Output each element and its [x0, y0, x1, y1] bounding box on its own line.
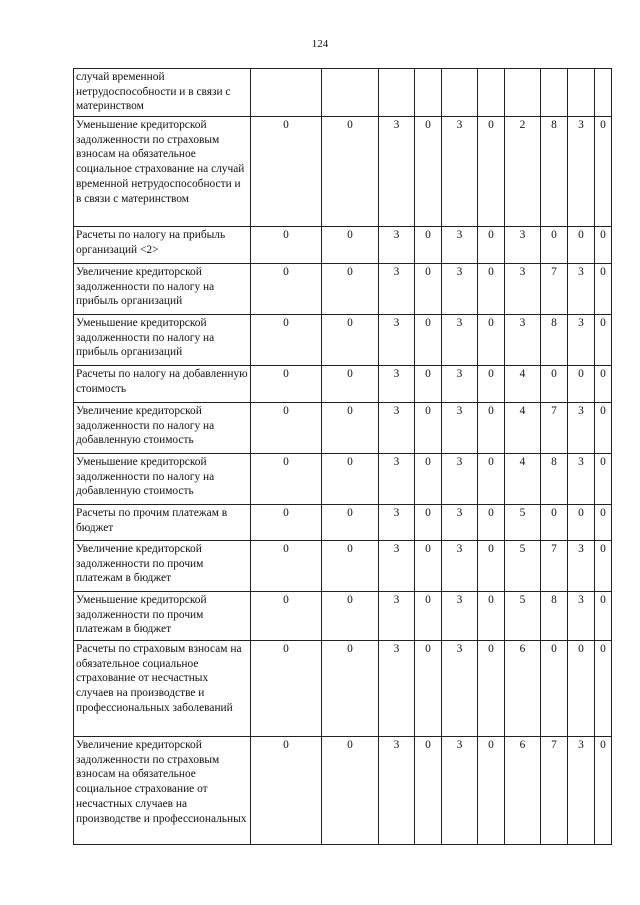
code-digit-cell: 0 [595, 366, 612, 403]
code-digit-cell: 0 [595, 264, 612, 315]
code-digit-cell [442, 69, 478, 117]
code-digit-cell: 2 [505, 117, 541, 227]
code-digit-cell: 4 [505, 454, 541, 505]
code-digit-cell: 3 [442, 117, 478, 227]
table-row [74, 315, 612, 366]
code-digit-cell: 7 [541, 264, 568, 315]
code-digit-cell: 0 [322, 366, 379, 403]
code-digit-cell: 5 [505, 505, 541, 541]
code-digit-cell: 7 [541, 737, 568, 845]
code-digit-cell: 3 [379, 315, 415, 366]
table-row [74, 227, 612, 264]
code-digit-cell: 3 [568, 592, 595, 641]
code-digit-cell: 6 [505, 641, 541, 737]
account-name-cell: Уменьшение кредиторской задолженности по налогу на прибыль организаций [74, 315, 251, 366]
code-digit-cell: 3 [442, 403, 478, 454]
code-digit-cell: 0 [541, 505, 568, 541]
code-digit-cell: 3 [442, 737, 478, 845]
code-digit-cell: 3 [505, 227, 541, 264]
table-row [74, 117, 612, 227]
account-name-cell: Увеличение кредиторской задолженности по прочим платежам в бюджет [74, 541, 251, 592]
code-digit-cell: 0 [322, 403, 379, 454]
code-digit-cell: 3 [442, 227, 478, 264]
code-digit-cell: 0 [251, 366, 322, 403]
code-digit-cell: 3 [442, 454, 478, 505]
table-row [74, 641, 612, 737]
table-row [74, 505, 612, 541]
code-digit-cell: 3 [442, 592, 478, 641]
code-digit-cell: 0 [322, 541, 379, 592]
code-digit-cell: 0 [251, 117, 322, 227]
code-digit-cell: 3 [379, 737, 415, 845]
code-digit-cell: 3 [568, 737, 595, 845]
code-digit-cell: 8 [541, 117, 568, 227]
code-digit-cell: 8 [541, 315, 568, 366]
table-row [74, 541, 612, 592]
code-digit-cell: 3 [442, 366, 478, 403]
code-digit-cell: 0 [415, 117, 442, 227]
code-digit-cell: 0 [415, 366, 442, 403]
code-digit-cell: 0 [478, 454, 505, 505]
account-name-cell: случай временной нетрудоспособности и в связи с материнством [74, 69, 251, 117]
code-digit-cell: 0 [478, 641, 505, 737]
code-digit-cell: 0 [595, 641, 612, 737]
code-digit-cell: 0 [415, 227, 442, 264]
code-digit-cell: 0 [568, 366, 595, 403]
code-digit-cell: 3 [568, 454, 595, 505]
code-digit-cell: 3 [568, 117, 595, 227]
table-row [74, 69, 612, 117]
table-row [74, 366, 612, 403]
code-digit-cell: 0 [322, 264, 379, 315]
account-name-cell: Увеличение кредиторской задолженности по налогу на добавленную стоимость [74, 403, 251, 454]
code-digit-cell [505, 69, 541, 117]
code-digit-cell: 8 [541, 592, 568, 641]
code-digit-cell [379, 69, 415, 117]
code-digit-cell: 0 [415, 592, 442, 641]
account-name-cell: Увеличение кредиторской задолженности по страховым взносам на обязательное социальное страхование от несчастных случаев на производстве и профессиональных [74, 737, 251, 845]
code-digit-cell: 0 [595, 737, 612, 845]
code-digit-cell: 3 [379, 227, 415, 264]
code-digit-cell: 0 [568, 505, 595, 541]
account-name-cell: Уменьшение кредиторской задолженности по страховым взносам на обязательное социальное страхование на случай временной нетрудоспособности и в связи с материнством [74, 117, 251, 227]
code-digit-cell [595, 69, 612, 117]
code-digit-cell: 0 [415, 403, 442, 454]
code-digit-cell: 0 [251, 541, 322, 592]
table-row [74, 454, 612, 505]
account-name-cell: Увеличение кредиторской задолженности по налогу на прибыль организаций [74, 264, 251, 315]
code-digit-cell [478, 69, 505, 117]
code-digit-cell: 3 [505, 264, 541, 315]
code-digit-cell: 0 [251, 641, 322, 737]
code-digit-cell: 0 [478, 505, 505, 541]
code-digit-cell: 5 [505, 592, 541, 641]
code-digit-cell: 3 [379, 454, 415, 505]
code-digit-cell: 0 [415, 505, 442, 541]
code-digit-cell: 0 [415, 541, 442, 592]
code-digit-cell: 5 [505, 541, 541, 592]
code-digit-cell: 3 [379, 264, 415, 315]
account-name-cell: Расчеты по страховым взносам на обязательное социальное страхование от несчастных случаев на производстве и профессиональных заболеваний [74, 641, 251, 737]
code-digit-cell: 0 [251, 592, 322, 641]
code-digit-cell: 0 [415, 315, 442, 366]
code-digit-cell: 3 [568, 541, 595, 592]
code-digit-cell [541, 69, 568, 117]
table-row [74, 264, 612, 315]
code-digit-cell: 0 [595, 403, 612, 454]
code-digit-cell: 0 [322, 117, 379, 227]
code-digit-cell: 0 [478, 737, 505, 845]
code-digit-cell: 0 [322, 592, 379, 641]
code-digit-cell [568, 69, 595, 117]
account-codes-table [73, 68, 612, 845]
code-digit-cell: 3 [379, 117, 415, 227]
code-digit-cell: 0 [251, 505, 322, 541]
code-digit-cell: 0 [478, 366, 505, 403]
code-digit-cell: 0 [568, 227, 595, 264]
code-digit-cell: 3 [442, 505, 478, 541]
code-digit-cell: 0 [595, 227, 612, 264]
code-digit-cell: 0 [251, 264, 322, 315]
code-digit-cell: 3 [505, 315, 541, 366]
code-digit-cell: 0 [322, 737, 379, 845]
code-digit-cell: 4 [505, 366, 541, 403]
code-digit-cell: 3 [442, 641, 478, 737]
code-digit-cell: 0 [251, 737, 322, 845]
code-digit-cell: 3 [568, 403, 595, 454]
code-digit-cell: 0 [478, 315, 505, 366]
account-name-cell: Расчеты по налогу на прибыль организаций <2> [74, 227, 251, 264]
code-digit-cell: 0 [595, 592, 612, 641]
code-digit-cell: 0 [322, 641, 379, 737]
code-digit-cell: 7 [541, 541, 568, 592]
code-digit-cell: 3 [379, 505, 415, 541]
code-digit-cell: 0 [415, 641, 442, 737]
code-digit-cell: 0 [478, 227, 505, 264]
table-row [74, 403, 612, 454]
code-digit-cell: 0 [478, 264, 505, 315]
code-digit-cell: 0 [541, 641, 568, 737]
code-digit-cell: 4 [505, 403, 541, 454]
code-digit-cell: 3 [442, 315, 478, 366]
code-digit-cell: 6 [505, 737, 541, 845]
code-digit-cell [415, 69, 442, 117]
code-digit-cell: 3 [568, 264, 595, 315]
code-digit-cell: 3 [379, 592, 415, 641]
code-digit-cell: 0 [595, 541, 612, 592]
page-number: 124 [311, 38, 329, 50]
code-digit-cell: 3 [442, 264, 478, 315]
code-digit-cell: 0 [595, 315, 612, 366]
code-digit-cell: 0 [478, 541, 505, 592]
code-digit-cell: 0 [478, 592, 505, 641]
code-digit-cell: 0 [595, 505, 612, 541]
code-digit-cell: 3 [379, 366, 415, 403]
code-digit-cell: 7 [541, 403, 568, 454]
code-digit-cell: 0 [541, 366, 568, 403]
code-digit-cell: 0 [568, 641, 595, 737]
code-digit-cell: 0 [322, 454, 379, 505]
code-digit-cell: 0 [251, 403, 322, 454]
code-digit-cell: 0 [251, 454, 322, 505]
code-digit-cell: 0 [322, 505, 379, 541]
code-digit-cell: 0 [251, 315, 322, 366]
account-name-cell: Расчеты по налогу на добавленную стоимость [74, 366, 251, 403]
code-digit-cell: 0 [322, 315, 379, 366]
code-digit-cell: 3 [379, 403, 415, 454]
code-digit-cell: 0 [415, 264, 442, 315]
code-digit-cell: 0 [478, 117, 505, 227]
code-digit-cell: 0 [415, 737, 442, 845]
table-row [74, 592, 612, 641]
code-digit-cell: 0 [415, 454, 442, 505]
code-digit-cell [251, 69, 322, 117]
code-digit-cell: 3 [568, 315, 595, 366]
code-digit-cell: 0 [595, 454, 612, 505]
account-name-cell: Уменьшение кредиторской задолженности по прочим платежам в бюджет [74, 592, 251, 641]
account-name-cell: Расчеты по прочим платежам в бюджет [74, 505, 251, 541]
table-row [74, 737, 612, 845]
code-digit-cell: 8 [541, 454, 568, 505]
code-digit-cell: 0 [251, 227, 322, 264]
code-digit-cell: 0 [322, 227, 379, 264]
code-digit-cell [322, 69, 379, 117]
code-digit-cell: 0 [595, 117, 612, 227]
code-digit-cell: 0 [541, 227, 568, 264]
code-digit-cell: 3 [379, 641, 415, 737]
code-digit-cell: 3 [442, 541, 478, 592]
account-name-cell: Уменьшение кредиторской задолженности по налогу на добавленную стоимость [74, 454, 251, 505]
code-digit-cell: 3 [379, 541, 415, 592]
code-digit-cell: 0 [478, 403, 505, 454]
